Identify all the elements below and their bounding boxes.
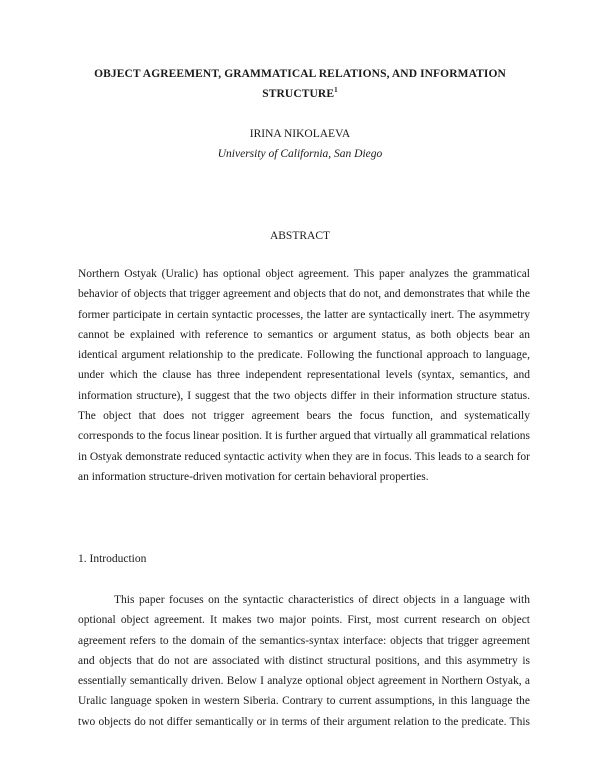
abstract-line: corresponds to the focus linear position. It is further argued that virtually all grammatical relations [78, 430, 530, 443]
title-footnote-mark[interactable]: 1 [334, 86, 338, 94]
introduction-body [78, 590, 530, 732]
abstract-line: cannot be explained with reference to semantics or argument status, as both objects bear an [78, 328, 530, 341]
author-name: IRINA NIKOLAEVA [249, 128, 351, 140]
paper-title [70, 64, 530, 104]
abstract-line: in Ostyak demonstrate reduced syntactic activity when they are in focus. This leads to a search for [78, 450, 530, 463]
intro-line: Uralic language spoken in western Siberia. Contrary to current assumptions, in this language the [78, 695, 530, 708]
abstract-line: information structure), I suggest that the two objects differ in their information structure status. [78, 389, 530, 402]
title-line-2: STRUCTURE [262, 88, 335, 100]
abstract-line: Northern Ostyak (Uralic) has optional object agreement. This paper analyzes the grammatical [78, 268, 530, 280]
abstract-heading: ABSTRACT [269, 230, 331, 242]
abstract-body [78, 264, 530, 487]
abstract-line: under which the clause has three independent representational levels (syntax, semantics, and [78, 369, 530, 382]
intro-line: optional object agreement. It makes two major points. First, most current research on object [78, 614, 530, 627]
author-affiliation: University of California, San Diego [217, 148, 383, 160]
intro-line: and objects that do not are associated with distinct structural positions, and this asymmetry is [78, 654, 530, 667]
intro-line: two objects do not differ semantically or in terms of their argument relation to the predicate. This [78, 715, 530, 728]
intro-line: This paper focuses on the syntactic characteristics of direct objects in a language with [114, 594, 530, 606]
abstract-line: The object that does not trigger agreement bears the focus function, and systematically [78, 410, 530, 423]
abstract-line: an information structure-driven motivation for certain behavioral properties. [78, 470, 429, 483]
intro-line: agreement refers to the domain of the semantics-syntax interface: objects that trigger agreement [78, 634, 530, 647]
abstract-line: identical argument relationship to the predicate. Following the functional approach to language, [78, 349, 530, 362]
abstract-line: behavior of objects that trigger agreement and objects that do not, and demonstrates that while the [78, 288, 530, 301]
intro-line: essentially semantically driven. Below I analyze optional object agreement in Northern Ostyak, a [78, 675, 530, 688]
abstract-line: former participate in certain syntactic processes, the latter are syntactically inert. The asymmetry [78, 308, 530, 321]
section-heading-introduction: 1. Introduction [78, 553, 147, 565]
title-line-1: OBJECT AGREEMENT, GRAMMATICAL RELATIONS, AND INFORMATION [94, 68, 506, 80]
